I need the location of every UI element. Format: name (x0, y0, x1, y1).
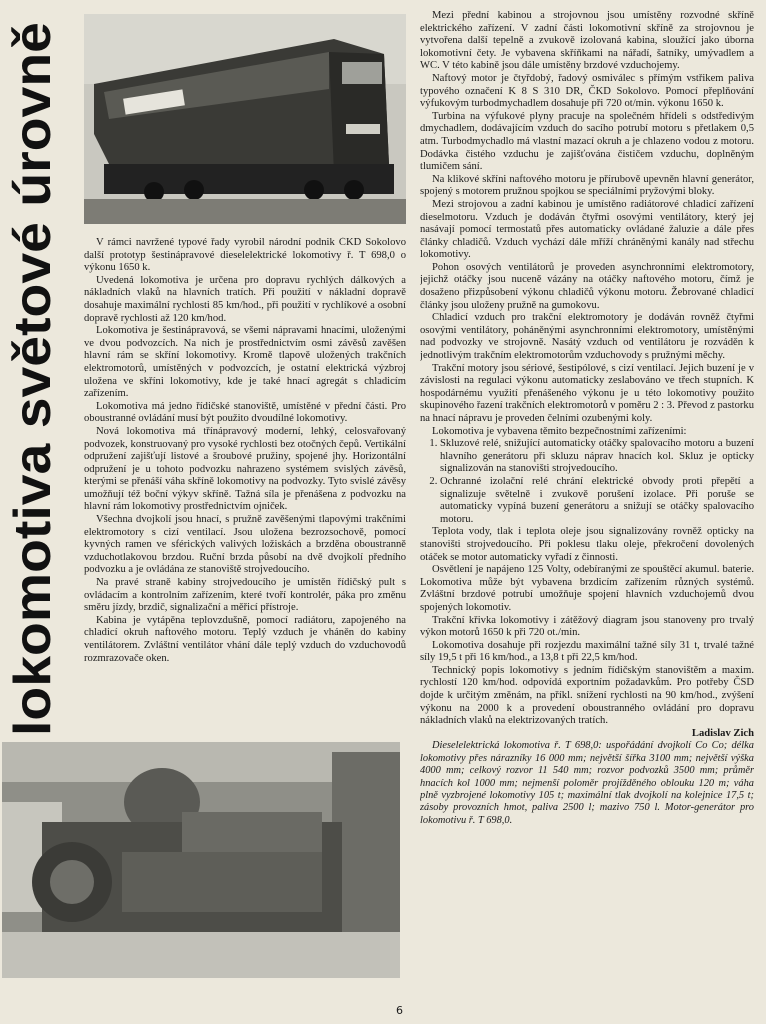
paragraph: Trakční motory jsou sériové, šestipólové, s cizí ventilací. Jejich buzení je v závislosti na regulaci výkonu automaticky zeslabováno ve třech stupních. K hospodárnému využití přenášeného výkonu je u této lokomotivy použito skupinového řazení trakčních elektromotorů v poměru 2 : 3. Převod z pastorku na hnací nápravu je proveden čelními ozubenými koly. (420, 362, 754, 424)
paragraph: Technický popis lokomotivy s jedním řídičským stanovištěm a maxim. rychlostí 120 km/hod. odpovídá exportním požadavkům. Pro potřeby ČSD dojde k určitým změnám, na příkl. snížení rychlosti na 90 km/hod., zvýšení výkonu na 2000 k a provedení oboustranného ovládání pro dopravu nákladních vlaků na elektrizovaných tratích. (420, 664, 754, 727)
paragraph: Osvětlení je napájeno 125 Volty, odebíranými ze spouštěcí akumul. baterie. Lokomotiva může být vybavena brzdicím zařízením různých systémů. Zvláštní brzdové potrubí umožňuje spojení hlavních vzduchojemů dvou spojených lokomotiv. (420, 564, 754, 613)
paragraph: Mezi přední kabinou a strojovnou jsou umístěny rozvodné skříně elektrického zařízení. V zadní části lokomotivní skříně za strojovnou je vytvořena další tepelně a zvukově izolovaná kabina, sloužící jako úborna lokomotivní čety. Je vybavena skříňkami na nářadí, šatníky, umývadlem a WC. V této kabině jsou dále umístěny brzdové vzduchojemy. (420, 10, 754, 72)
safety-list (420, 438, 754, 526)
paragraph: Na pravé straně kabiny strojvedoucího je umístěn řídičský pult s ovládacím a kontrolním zařízením, které tvoří kontrolér, páka pro změnu směru jízdy, brzdič, signalizační a měřicí přístroje. (84, 577, 406, 614)
paragraph: Lokomotiva dosahuje při rozjezdu maximální tažné síly 31 t, trvalé tažné síly 19,5 t při 16 km/hod., a 13,8 t při 22,5 km/hod. (420, 639, 754, 664)
paragraph: Všechna dvojkolí jsou hnací, s pružně zavěšenými tlapovými trakčními elektromotory s cizí ventilací. Jsou uložena bezrozsochově, pomocí kyvných ramen ve sférických valivých ložiskách a brzděna oboustranně vzduchotlakovou brzdou. Ruční brzda působí na dvě dvojkolí předního podvozku a je ovládána ze stanoviště strojvedoucího. (84, 514, 406, 576)
paragraph: Trakční křivka lokomotivy i zátěžový diagram jsou stanoveny pro trvalý výkon motorů 1650 k při 720 ot./min. (420, 614, 754, 639)
paragraph: Naftový motor je čtyřdobý, řadový osmiválec s přímým vstřikem paliva typového označení K 8 S 310 DR, ČKD Sokolovo. Pomocí přeplňování výfukovým turbodmychadlem dosahuje při 720 ot/min. výkonu 1650 k. (420, 72, 754, 110)
paragraph: Na klikové skříni naftového motoru je přírubově upevněn hlavní generátor, spojený s motorem pružnou spojkou se speciálními pryžovými bloky. (420, 173, 754, 198)
paragraph: Kabina je vytápěna teplovzdušně, pomocí radiátoru, zapojeného na chladicí okruh naftového motoru. Teplý vzduch je vháněn do kabiny ventilátorem. Zvláštní ventilátor vhání dále teplý vzduch do vzduchovodů rozmrazovače oken. (84, 614, 406, 664)
paragraph: Nová lokomotiva má třínápravový moderní, lehký, celosvařovaný podvozek, konstruovaný pro vysoké rychlosti bez otočných čepů. Vertikální odpružení zajišťují listové a šroubové pružiny, spojené jhy. Horizontální odpružení je u tohoto podvozku nahrazeno systémem svislých závěsů, kterými se přenáší váha skříně lokomotivy na podvozky. Tyto svislé závěsy umožňují též boční výkyv skříně. Tažná síla je přenášena z podvozku na hlavní rám lokomotivy prostřednictvím ojniček. (84, 425, 406, 513)
paragraph: Lokomotiva je vybavena těmito bezpečnostními zařízeními: (432, 425, 687, 437)
paragraph: Lokomotiva je šestinápravová, se všemi nápravami hnacími, uloženými ve dvou podvozcích. Na nich je prostřednictvím osmi závěsů zavěšen hlavní rám se skříní lokomotivy. Kromě tlapově uložených trakčních elektromotorů, umístěných v podvozcích, je ostatní elektrická výzbroj uložena ve skříni lokomotivy, kde je také hnací agregát s chladicím zařízením. (84, 325, 406, 400)
paragraph: Teplota vody, tlak i teplota oleje jsou signalizovány rovněž opticky na stanovišti strojvedoucího. Při poklesu tlaku oleje, překročení dovolených otáček se motor automaticky vyřadí z činnosti. (420, 526, 754, 563)
page-title (4, 12, 66, 740)
paragraph: Uvedená lokomotiva je určena pro dopravu rychlých dálkových a nákladních vlaků na hlavních tratích. Při použití v nákladní dopravě dosahuje maximální rychlosti 85 km/hod., při použití v rychlíkové a osobní dopravě rychlosti až 120 km/hod. (84, 274, 406, 324)
list-item: 1. Skluzové relé, snižující automaticky otáčky spalovacího motoru a buzení hlavního generátoru při skluzu náprav hnacích kol. Skluz je opticky signalizován na stanovišti strojvedoucího. (440, 438, 754, 476)
list-item: 2. Ochranné izolační relé chrání elektrické obvody proti přepětí a signalizuje světelně i zvukově porušení izolace. Při poruše se automaticky vypíná buzení generátoru a snižují se otáčky spalovacího motoru. (440, 476, 754, 526)
page-number: 6 (396, 1004, 403, 1017)
right-column (420, 10, 754, 998)
engine-photo (2, 742, 400, 978)
page-title-text: lokomotiva světové úrovně (4, 65, 62, 736)
specs-caption: Dieselelektrická lokomotiva ř. T 698,0: uspořádání dvojkolí Co Co; délka lokomotivy přes nárazníky 16 000 mm; největší šířka 3100 mm; největší výška 4000 mm; celkový rozvor 11 540 mm; rozvor podvozků 3500 mm; průměr hnacích kol 1000 mm; nejmenší poloměr projížděného oblouku 120 m; váha plně vyzbrojené lokomotivy 105 t; maximální tlak dvojkolí na kolejnice 17,5 t; zásoby provozních hmot, paliva 2500 l; mazivo 750 l. Motor-generátor pro lokomotivu ř. T 698,0. (420, 740, 754, 826)
locomotive-photo (84, 14, 406, 224)
paragraph: Pohon osových ventilátorů je proveden asynchronními elektromotory, jejichž otáčky jsou nuceně vázány na otáčky naftového motoru, čímž je dosaženo přizpůsobení výkonu chladičů výkonu motoru. Žebrované chladicí články jsou uloženy pružně na gumokovu. (420, 261, 754, 311)
paragraph: Chladicí vzduch pro trakční elektromotory je dodáván rovněž čtyřmi osovými ventilátory, poháněnými asynchronními elektromotory, umístěnými nad podvozky ve strojovně. Nasátý vzduch od ventilátoru je rozváděn k jednotlivým trakčním elektromotorům vzduchovody s pružnými měchy. (420, 312, 754, 362)
author-signature: Ladislav Zich (691, 727, 754, 739)
left-column (84, 237, 406, 742)
paragraph: Turbina na výfukové plyny pracuje na společném hřídeli s odstředivým dmychadlem, dodávajícím vzduch do sacího potrubí motoru s přetlakem 0,5 atm. Turbodmychadlo má vlastní mazací okruh a je chlazeno vodou z motoru. Dodávka čistého vzduchu je zajišťována čističem vzduchu, doplněným tlumičem sání. (420, 110, 754, 173)
paragraph: V rámci navržené typové řady vyrobil národní podnik ČKD Sokolovo další prototyp šestinápravové dieselelektrické lokomotivy ř. T 698,0 o výkonu 1650 k. (84, 237, 406, 274)
paragraph: Mezi strojovou a zadní kabinou je umístěno radiátorové chladicí zařízení dieselmotoru. Vzduch je dodáván čtyřmi osovými ventilátory, který jej nasávají pomocí termostatů přes automaticky ovládané žaluzie a dále přes články chladičů. Vzduch vychází dále mříží chráněnými kanály nad střechu lokomotivy. (420, 198, 754, 261)
paragraph: Lokomotiva má jedno řídičské stanoviště, umístěné v přední části. Pro oboustranné ovládání musí být použito dvoudílné lokomotivy. (84, 400, 406, 425)
